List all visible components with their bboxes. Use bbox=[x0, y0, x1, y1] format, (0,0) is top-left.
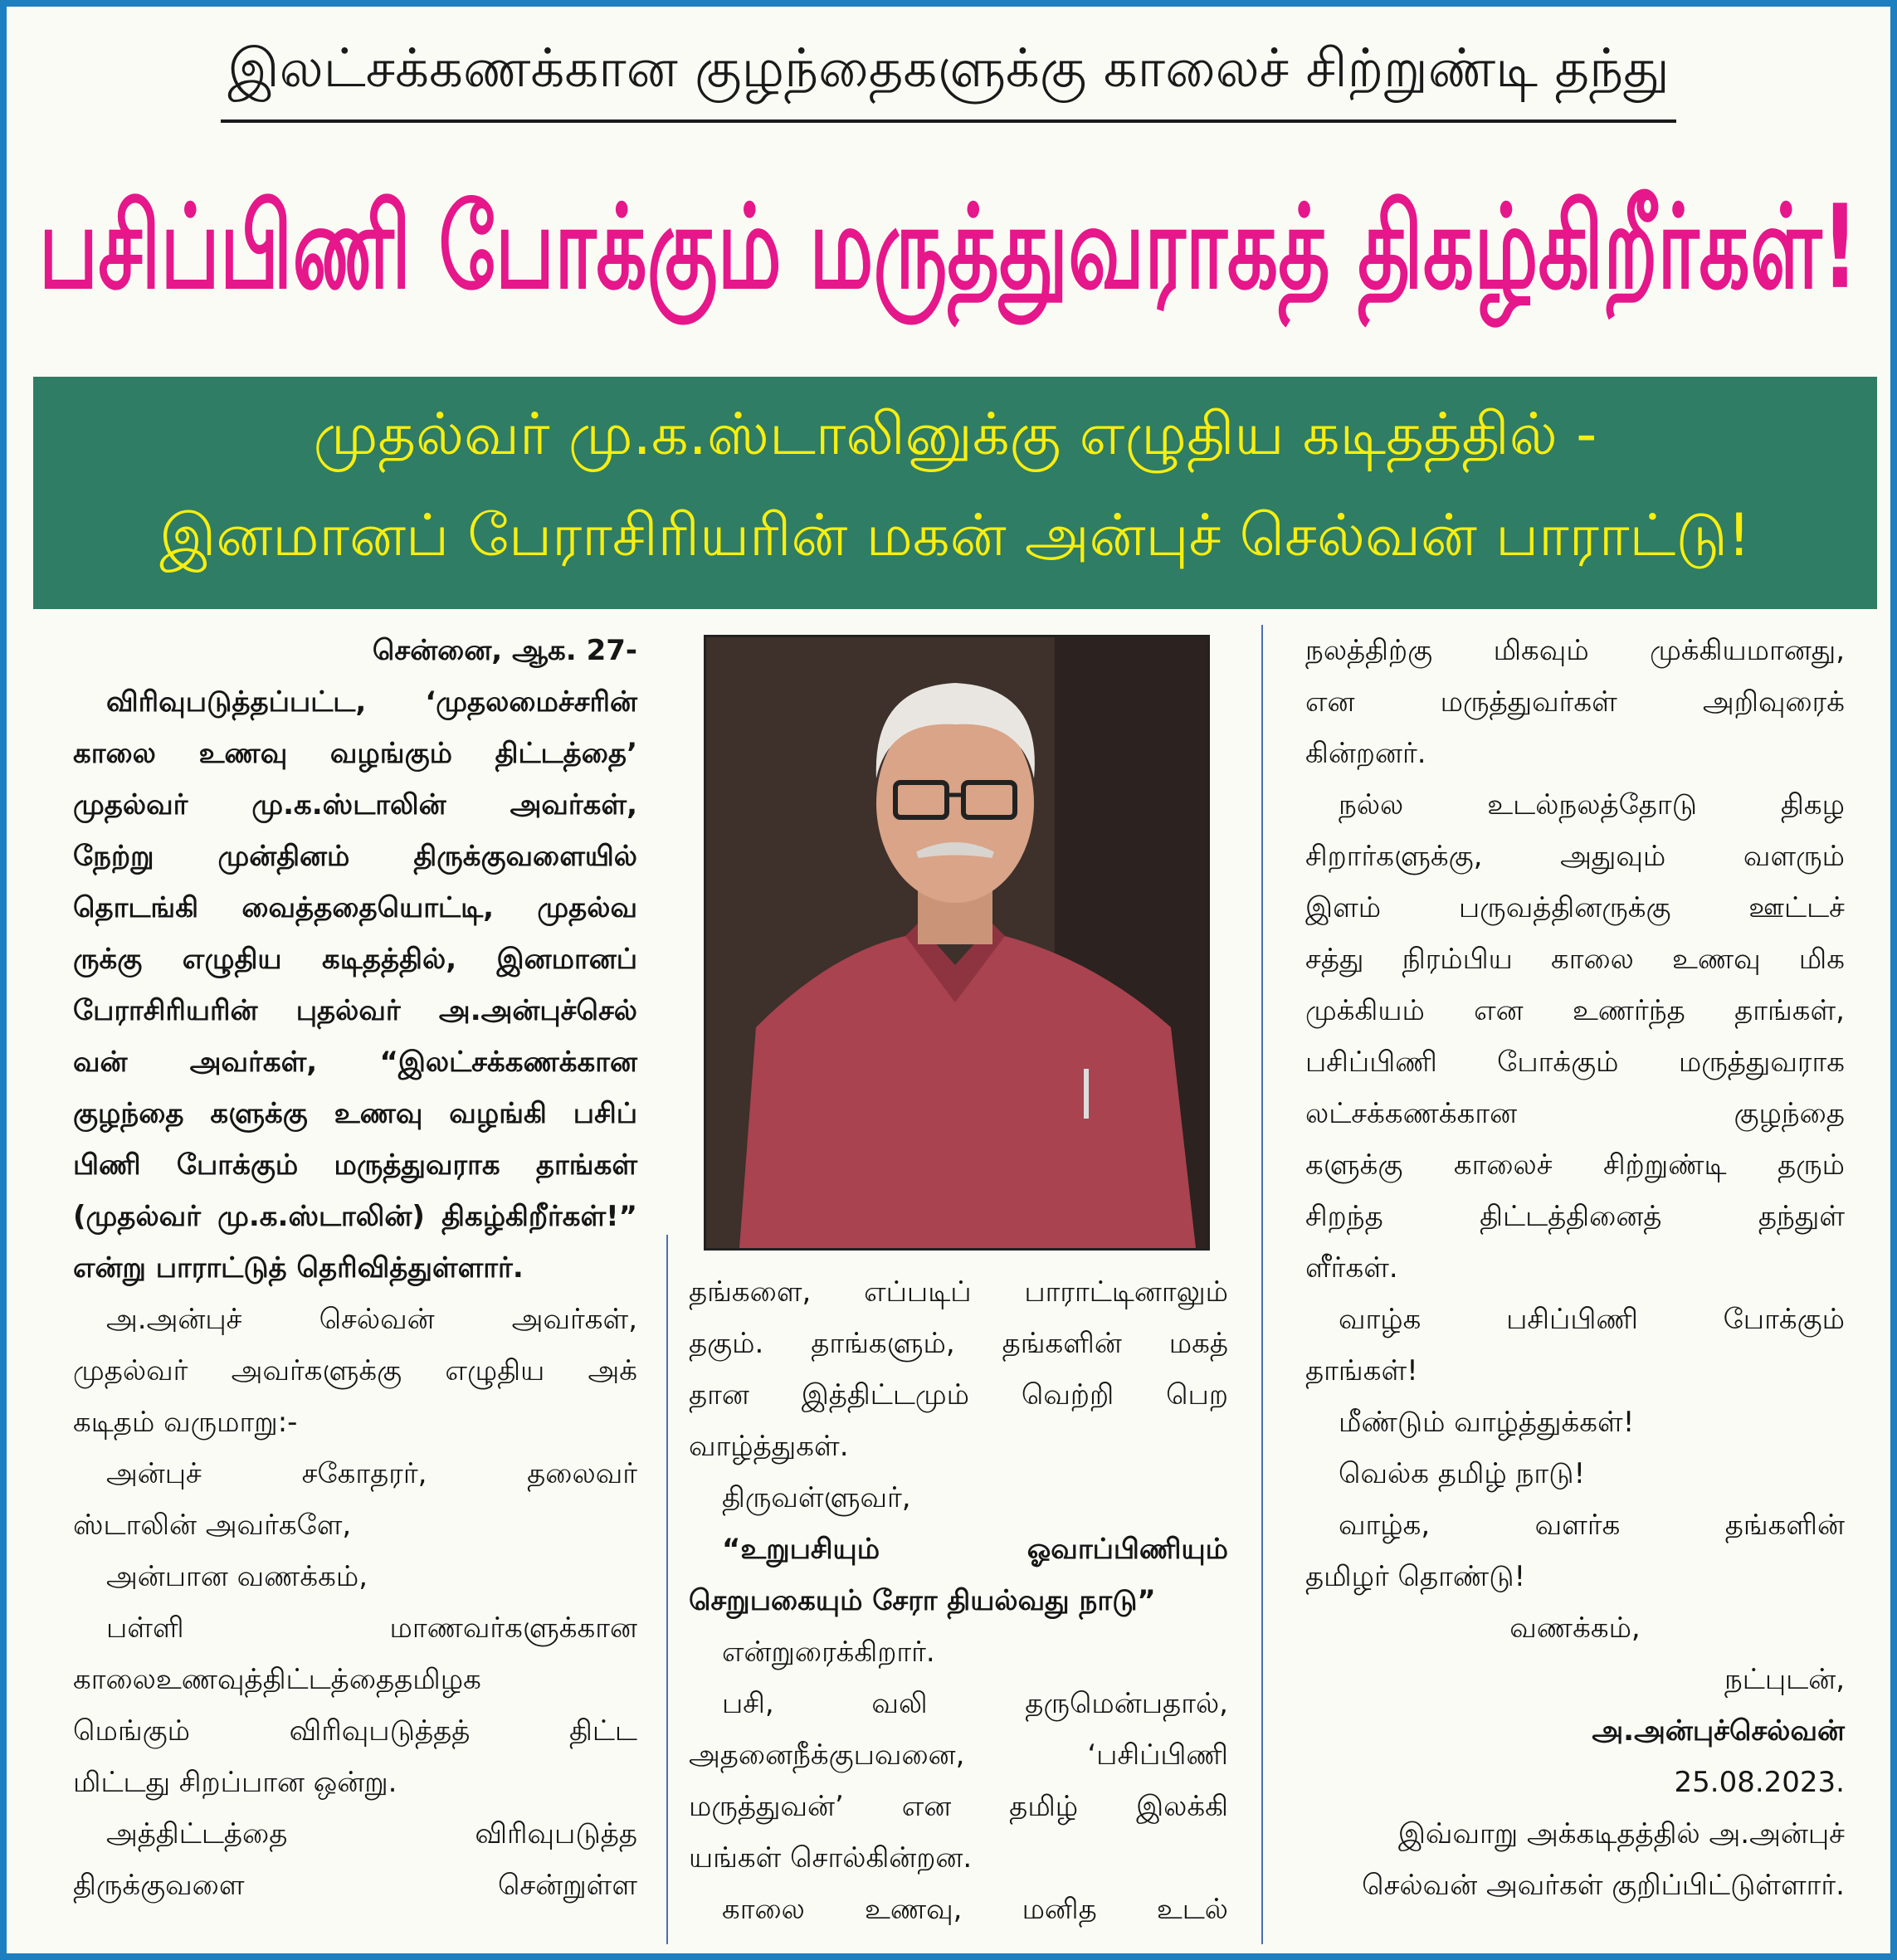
text-line: இவ்வாறு அக்கடிதத்தில் அ.அன்புச் bbox=[1397, 1817, 1845, 1850]
kicker-text: இலட்சக்கணக்கான குழந்தைகளுக்கு காலைச் சிற்றுண்டி தந்து bbox=[221, 23, 1675, 123]
text-line: லட்சக்கணக்கான குழந்தை bbox=[1305, 1097, 1845, 1130]
portrait-illustration bbox=[706, 637, 1207, 1248]
text-line: களுக்கு காலைச் சிற்றுண்டி தரும் bbox=[1305, 1148, 1845, 1182]
text-line: ருக்கு எழுதிய கடிதத்தில், இனமானப் bbox=[73, 943, 637, 976]
text-line: பசிப்பிணி போக்கும் மருத்துவராக bbox=[1305, 1046, 1845, 1079]
text-line: மீண்டும் வாழ்த்துக்கள்! bbox=[1339, 1406, 1635, 1439]
text-line: தமிழர் தொண்டு! bbox=[1305, 1560, 1526, 1593]
text-line: கடிதம் வருமாறு:- bbox=[73, 1406, 298, 1439]
article-column-2 bbox=[689, 1266, 1228, 1935]
text-line: சிறார்களுக்கு, அதுவும் வளரும் bbox=[1305, 840, 1845, 873]
text-line: வாழ்க, வளர்க தங்களின் bbox=[1339, 1509, 1845, 1542]
text-line: சத்து நிரம்பிய காலை உணவு மிக bbox=[1305, 943, 1845, 976]
text-line: மெங்கும் விரிவுபடுத்தத் திட்ட bbox=[73, 1714, 637, 1748]
text-line: மிட்டது சிறப்பான ஒன்று. bbox=[73, 1766, 397, 1799]
text-line: அத்திட்டத்தை விரிவுபடுத்த bbox=[106, 1817, 637, 1850]
text-line: பசி, வலி தருமென்பதால், bbox=[722, 1687, 1228, 1720]
article-column-3 bbox=[1305, 625, 1845, 1911]
text-line: காலை உணவு வழங்கும் திட்டத்தை’ bbox=[73, 737, 637, 770]
text-line: தகும். தாங்களும், தங்களின் மகத் bbox=[689, 1327, 1228, 1360]
column-divider bbox=[1261, 625, 1263, 1944]
text-line: என்றுரைக்கிறார். bbox=[722, 1636, 935, 1669]
subhead-banner bbox=[33, 377, 1877, 609]
text-line: திருக்குவளை சென்றுள்ள bbox=[73, 1869, 637, 1902]
text-line: விரிவுபடுத்தப்பட்ட, ‘முதலமைச்சரின் bbox=[106, 685, 637, 719]
text-line: தான இத்திட்டமும் வெற்றி பெற bbox=[689, 1378, 1228, 1411]
text-line: அதனைநீக்குபவனை, ‘பசிப்பிணி bbox=[689, 1738, 1228, 1772]
text-line: பள்ளி மாணவர்களுக்கான bbox=[106, 1611, 637, 1645]
text-line: வாழ்த்துகள். bbox=[689, 1430, 849, 1463]
salutation: வணக்கம், bbox=[1509, 1611, 1641, 1645]
text-line: வெல்க தமிழ் நாடு! bbox=[1339, 1457, 1586, 1490]
text-line: தாங்கள்! bbox=[1305, 1354, 1418, 1387]
dateline: சென்னை, ஆக. 27- bbox=[372, 634, 637, 667]
quote-line: செறுபகையும் சேரா தியல்வது நாடு” bbox=[689, 1584, 1156, 1617]
text-line: வாழ்க பசிப்பிணி போக்கும் bbox=[1339, 1303, 1845, 1336]
main-headline: பசிப்பிணி போக்கும் மருத்துவராகத் திகழ்கிறீர்கள்! bbox=[38, 179, 1859, 315]
text-line: நல்ல உடல்நலத்தோடு திகழ bbox=[1339, 788, 1845, 822]
text-line: கின்றனர். bbox=[1305, 737, 1426, 770]
kicker-headline bbox=[7, 23, 1890, 123]
text-line: யங்கள் சொல்கின்றன. bbox=[689, 1841, 973, 1875]
text-line: காலைஉணவுத்திட்டத்தைதமிழக bbox=[73, 1663, 481, 1696]
text-line: அன்பான வணக்கம், bbox=[106, 1560, 368, 1593]
text-line: குழந்தை களுக்கு உணவு வழங்கி பசிப் bbox=[73, 1097, 637, 1130]
closing: நட்புடன், bbox=[1724, 1663, 1845, 1696]
text-line: என மருத்துவர்கள் அறிவுரைக் bbox=[1305, 685, 1845, 719]
portrait-photo bbox=[704, 635, 1210, 1251]
text-line: நலத்திற்கு மிகவும் முக்கியமானது, bbox=[1305, 634, 1845, 667]
column-divider bbox=[666, 1235, 668, 1944]
text-line: முதல்வர் மு.க.ஸ்டாலின் அவர்கள், bbox=[73, 788, 637, 822]
text-line: முதல்வர் அவர்களுக்கு எழுதிய அக் bbox=[73, 1354, 637, 1387]
banner-line-2: இனமானப் பேராசிரியரின் மகன் அன்புச் செல்வன் பாராட்டு! bbox=[159, 501, 1751, 569]
text-line: ளீர்கள். bbox=[1305, 1251, 1398, 1285]
text-line: காலை உணவு, மனித உடல் bbox=[722, 1893, 1228, 1926]
text-line: நேற்று முன்தினம் திருக்குவளையில் bbox=[73, 840, 637, 873]
text-line: அன்புச் சகோதரர், தலைவர் bbox=[106, 1457, 637, 1490]
letter-date: 25.08.2023. bbox=[1674, 1766, 1845, 1799]
text-line: முக்கியம் என உணர்ந்த தாங்கள், bbox=[1305, 994, 1845, 1027]
text-line: தங்களை, எப்படிப் பாராட்டினாலும் bbox=[689, 1275, 1228, 1309]
signature-name: அ.அன்புச்செல்வன் bbox=[1592, 1714, 1845, 1748]
text-line: திருவள்ளுவர், bbox=[722, 1481, 911, 1514]
text-line: செல்வன் அவர்கள் குறிப்பிட்டுள்ளார். bbox=[1362, 1869, 1845, 1902]
article-column-1 bbox=[73, 625, 637, 1911]
text-line: பிணி போக்கும் மருத்துவராக தாங்கள் bbox=[73, 1148, 637, 1182]
text-line: வன் அவர்கள், “இலட்சக்கணக்கான bbox=[73, 1046, 637, 1079]
text-line: சிறந்த திட்டத்தினைத் தந்துள் bbox=[1305, 1200, 1845, 1233]
banner-line-1: முதல்வர் மு.க.ஸ்டாலினுக்கு எழுதிய கடிதத்தில் - bbox=[313, 400, 1597, 468]
text-line: (முதல்வர் மு.க.ஸ்டாலின்) திகழ்கிறீர்கள்!” bbox=[73, 1200, 637, 1233]
text-line: என்று பாராட்டுத் தெரிவித்துள்ளார். bbox=[73, 1251, 524, 1285]
text-line: பேராசிரியரின் புதல்வர் அ.அன்புச்செல் bbox=[73, 994, 637, 1027]
text-line: ஸ்டாலின் அவர்களே, bbox=[73, 1509, 352, 1542]
quote-line: “உறுபசியும் ஓவாப்பிணியும் bbox=[722, 1533, 1228, 1566]
text-line: தொடங்கி வைத்ததையொட்டி, முதல்வ bbox=[73, 891, 637, 924]
text-line: மருத்துவன்’ என தமிழ் இலக்கி bbox=[689, 1790, 1228, 1823]
text-line: இளம் பருவத்தினருக்கு ஊட்டச் bbox=[1305, 891, 1845, 924]
text-line: அ.அன்புச் செல்வன் அவர்கள், bbox=[106, 1303, 637, 1336]
